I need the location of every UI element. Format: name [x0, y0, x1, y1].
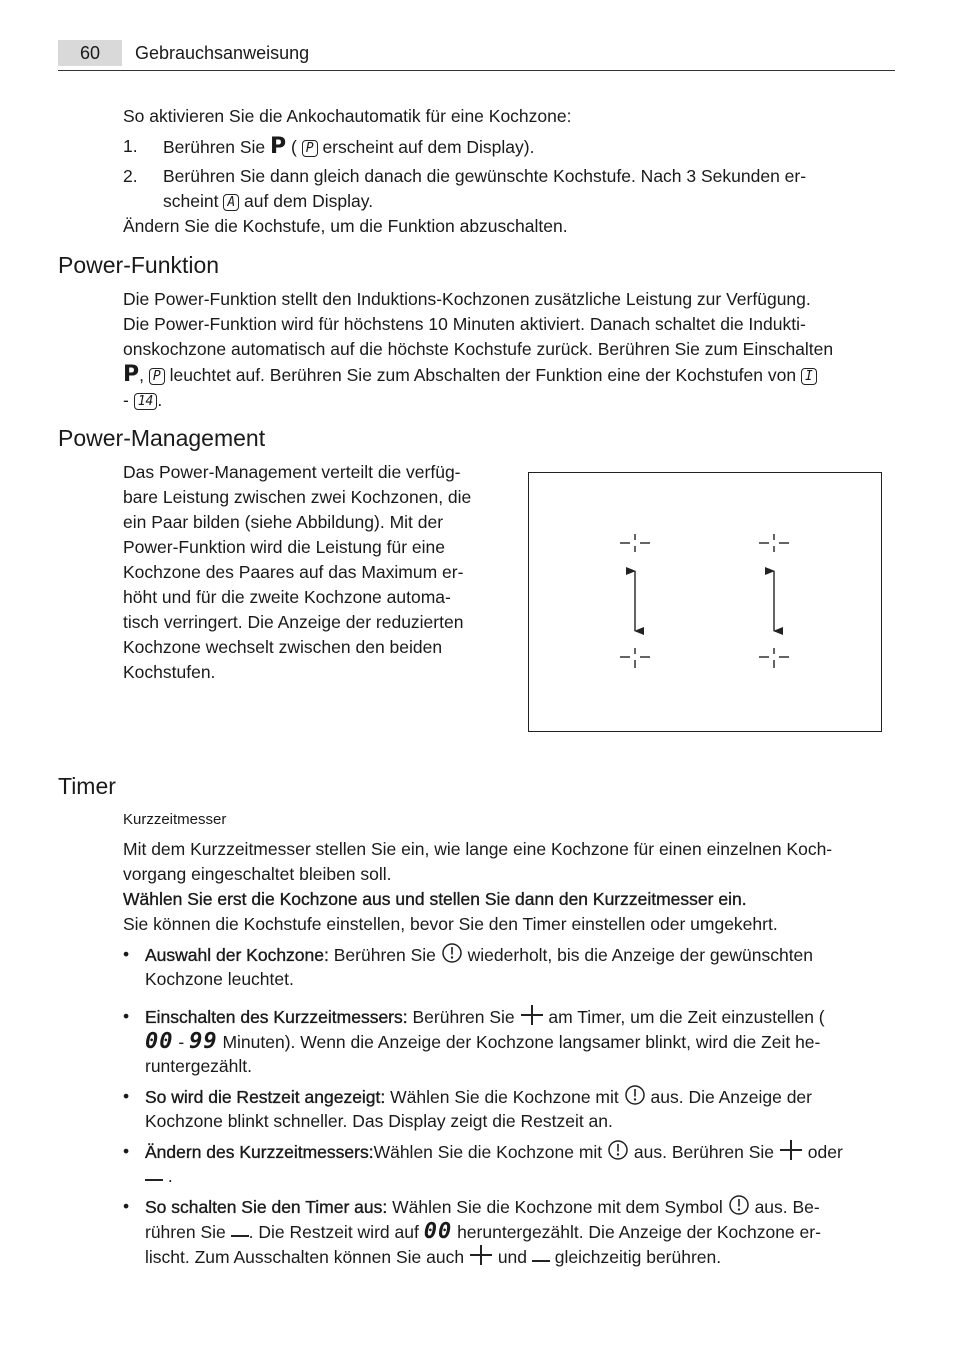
page-number: 60 — [58, 40, 122, 66]
bullet-1-text-b: wiederholt, bis die Anzeige der gewünschten — [467, 945, 814, 965]
power-funktion-comma: , — [139, 365, 144, 385]
bullet: • — [123, 944, 130, 964]
bullet-2-line-2 — [145, 1029, 895, 1055]
bullet-2-label: Einschalten des Kurzzeitmessers: — [145, 1007, 408, 1027]
zone-marker-left-top — [620, 534, 650, 552]
header-rule — [58, 70, 895, 71]
step-2-text-a: scheint — [163, 191, 219, 211]
step-1-text-c: erscheint auf dem Display). — [322, 137, 535, 157]
power-management-line: Kochzone des Paares auf das Maximum er- — [123, 562, 464, 582]
step-2-line-2 — [163, 189, 895, 214]
bullet-2-dash: - — [178, 1032, 185, 1052]
display-1-icon: I — [801, 368, 817, 385]
timer-subheading: Kurzzeitmesser — [123, 811, 227, 828]
zone-marker-right-bottom — [759, 648, 789, 668]
power-management-line: Kochstufen. — [123, 662, 216, 682]
timer-p2: Wählen Sie erst die Kochzone aus und stellen Sie dann den Kurzzeitmesser ein. — [123, 889, 747, 909]
power-key-icon: P — [270, 134, 287, 159]
step-1-number: 1. — [123, 136, 138, 156]
bullet-4-line-2 — [145, 1164, 895, 1192]
bullet-2-text-b: am Timer, um die Zeit einzustellen ( — [548, 1007, 825, 1027]
bullet-5-line-2-c: heruntergezählt. Die Anzeige der Kochzone er- — [457, 1222, 821, 1242]
display-14-icon: 14 — [134, 393, 158, 410]
bullet-1-label: Auswahl der Kochzone: — [145, 945, 329, 965]
bullet-3-label: So wird die Restzeit angezeigt: — [145, 1087, 386, 1107]
bullet-5-label: So schalten Sie den Timer aus: — [145, 1197, 388, 1217]
power-funktion-line-1: Die Power-Funktion stellt den Induktions-Kochzonen zusätzliche Leistung zur Verfügung. — [123, 289, 811, 309]
power-funktion-period: . — [157, 390, 163, 410]
bullet-3-line-2: Kochzone blinkt schneller. Das Display zeigt die Restzeit an. — [145, 1111, 613, 1131]
step-2-text-b: auf dem Display. — [244, 191, 374, 211]
display-99-icon: 99 — [189, 1029, 218, 1054]
bullet: • — [123, 1141, 130, 1161]
power-funktion-line-4-text: leuchtet auf. Berühren Sie zum Abschalten der Funktion eine der Kochstufen von — [169, 365, 797, 385]
display-00-icon: 00 — [145, 1029, 174, 1054]
bullet-5-line-3 — [145, 1244, 895, 1273]
power-management-line: höht und für die zweite Kochzone automa- — [123, 587, 451, 607]
bullet-4-text-b: aus. Berühren Sie — [633, 1142, 775, 1162]
cooking-zone-pair-svg — [529, 473, 881, 731]
step-1-text — [163, 134, 895, 160]
power-management-line: ein Paar bilden (siehe Abbildung). Mit der — [123, 512, 444, 532]
minus-icon — [532, 1248, 550, 1273]
bullet-1-text-a: Berühren Sie — [333, 945, 436, 965]
bullet: • — [123, 1086, 130, 1106]
bullet-2-line-2-text: Minuten). Wenn die Anzeige der Kochzone langsamer blinkt, wird die Zeit he- — [222, 1032, 821, 1052]
timer-p1-line-2: vorgang eingeschaltet bleiben soll. — [123, 864, 392, 884]
bullet-4-period: . — [167, 1166, 173, 1186]
power-management-line: Das Power-Management verteilt die verfüg- — [123, 462, 461, 482]
bullet-5-text-b: aus. Be- — [754, 1197, 820, 1217]
bullet: • — [123, 1006, 130, 1026]
bullet-2-line-3: runtergezählt. — [145, 1056, 253, 1076]
power-funktion-line-5 — [123, 388, 895, 413]
power-management-line: Power-Funktion wird die Leistung für eine — [123, 537, 445, 557]
power-funktion-line-2: Die Power-Funktion wird für höchstens 10 Minuten aktiviert. Danach schaltet die Indukti- — [123, 314, 806, 334]
bullet-4-label: Ändern des Kurzzeitmessers: — [145, 1142, 374, 1162]
ankoch-intro: So aktivieren Sie die Ankochautomatik für eine Kochzone: — [123, 106, 572, 126]
zone-marker-left-bottom — [620, 648, 650, 668]
power-funktion-dash: - — [123, 390, 129, 410]
bullet-5-text-a: Wählen Sie die Kochzone mit dem Symbol — [392, 1197, 723, 1217]
power-management-line: bare Leistung zwischen zwei Kochzonen, die — [123, 487, 472, 507]
step-2-line-1: Berühren Sie dann gleich danach die gewünschte Kochstufe. Nach 3 Sekunden er- — [163, 166, 807, 186]
timer-p1-line-1: Mit dem Kurzzeitmesser stellen Sie ein, wie lange eine Kochzone für einen einzelnen Koch- — [123, 839, 833, 859]
bullet-5-line-2-a: rühren Sie — [145, 1222, 226, 1242]
cooking-zone-pair-diagram — [528, 472, 882, 732]
bullet-2-text-a: Berühren Sie — [412, 1007, 515, 1027]
step-1-text-b: ( — [291, 137, 297, 157]
power-management-line: Kochzone wechselt zwischen den beiden — [123, 637, 443, 657]
power-funktion-line-4 — [123, 362, 895, 388]
step-1-text-a: Berühren Sie — [163, 137, 266, 157]
bullet-5-line-2-b: . Die Restzeit wird auf — [248, 1222, 419, 1242]
timer-p3: Sie können die Kochstufe einstellen, bevor Sie den Timer einstellen oder umgekehrt. — [123, 914, 778, 934]
bullet-4-text-a: Wählen Sie die Kochzone mit — [373, 1142, 603, 1162]
power-management-text — [123, 460, 513, 685]
bullet-5-line-3-c: gleichzeitig berühren. — [554, 1247, 722, 1267]
header-title: Gebrauchsanweisung — [135, 43, 310, 63]
zone-marker-right-top — [759, 534, 789, 552]
display-p-icon: P — [302, 140, 318, 157]
power-funktion-line-3: onskochzone automatisch auf die höchste Kochstufe zurück. Berühren Sie zum Einschalten — [123, 339, 834, 359]
bullet-4-text-c: oder — [807, 1142, 843, 1162]
heading-power-funktion: Power-Funktion — [58, 252, 220, 278]
heading-timer: Timer — [58, 773, 116, 799]
bullet-3-text-a: Wählen Sie die Kochzone mit — [390, 1087, 619, 1107]
step-2-number: 2. — [123, 166, 138, 186]
bullet: • — [123, 1196, 130, 1216]
power-management-line: tisch verringert. Die Anzeige der reduzierten — [123, 612, 464, 632]
ankoch-outro: Ändern Sie die Kochstufe, um die Funktion abzuschalten. — [123, 216, 568, 236]
power-key-icon: P — [123, 362, 140, 387]
bullet-5-line-3-b: und — [497, 1247, 528, 1267]
bullet-3-text-b: aus. Die Anzeige der — [650, 1087, 812, 1107]
bullet-5-line-3-a: lischt. Zum Ausschalten können Sie auch — [145, 1247, 465, 1267]
heading-power-management: Power-Management — [58, 425, 266, 451]
plus-icon — [469, 1244, 493, 1273]
display-a-icon: A — [223, 194, 239, 211]
minus-icon — [145, 1167, 163, 1192]
display-p-icon: P — [149, 368, 165, 385]
bullet-1-line-2: Kochzone leuchtet. — [145, 969, 294, 989]
display-00-icon: 00 — [423, 1219, 453, 1244]
